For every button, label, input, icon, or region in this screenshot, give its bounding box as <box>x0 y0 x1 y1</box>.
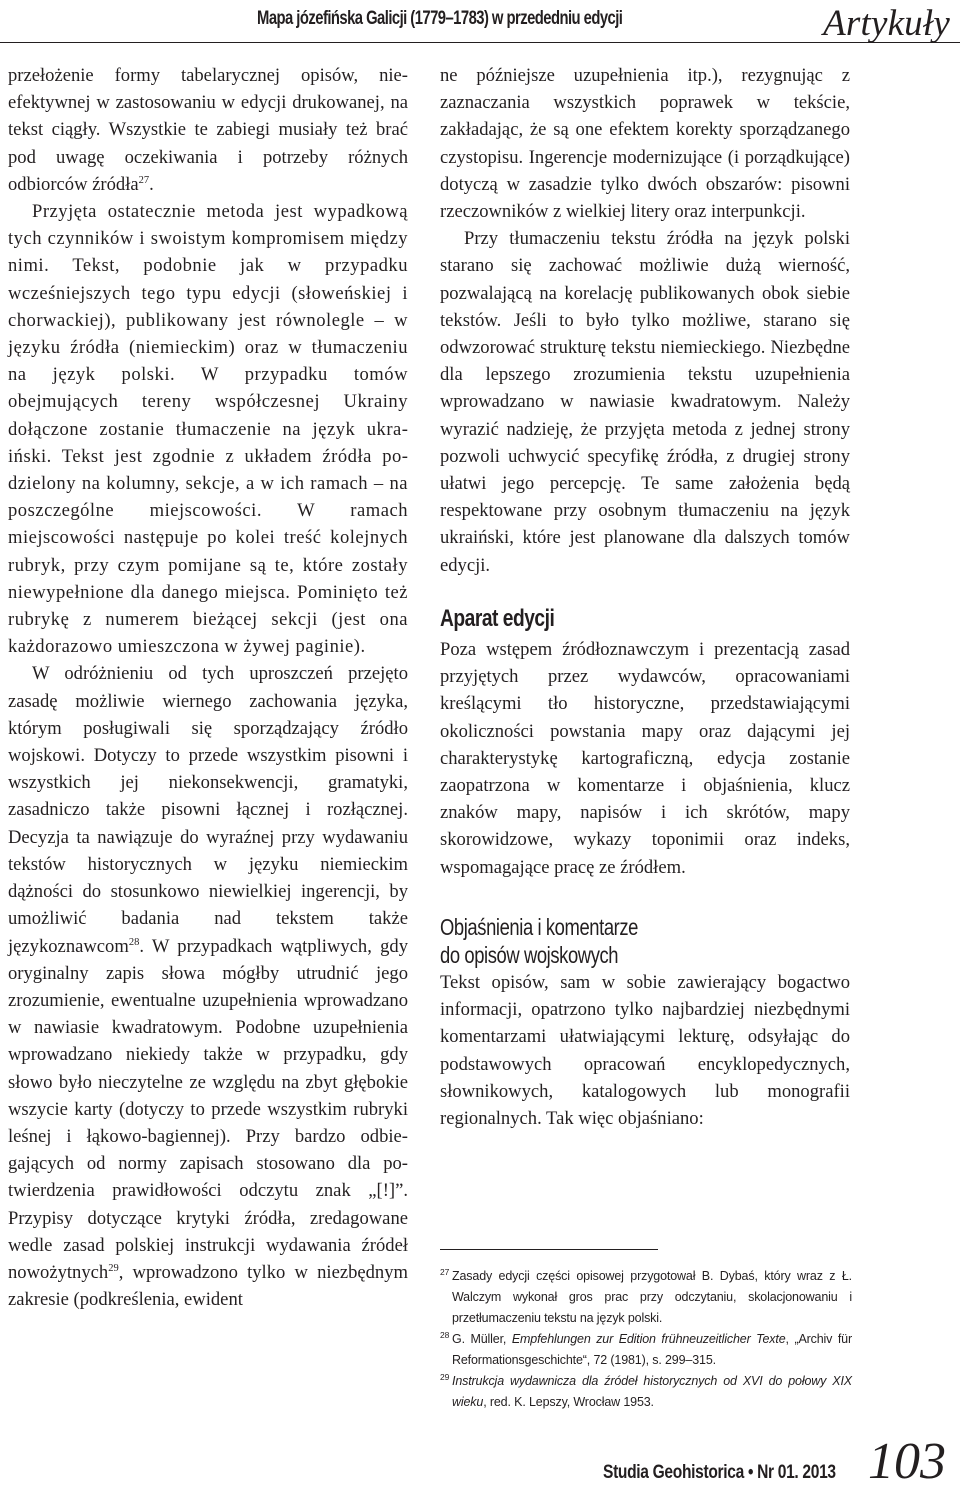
subsection-heading <box>440 913 768 969</box>
running-head-title: Mapa józefińska Galicji (1779–1783) w przededniu edycji <box>256 8 622 29</box>
paragraph: Poza wstępem źródłoznawczym i prezentacją zasad przyjętych przez wydawców, opracowaniami kreślącymi tło historyczne, przedstawiającymi okoliczności powstania mapy oraz dającymi jej charakterystykę kartograficzną, edycja zostanie zaopatrzona w komentarze i objaśnienia, klucz znaków mapy, napisów i ich skrótów, mapy skorowidzowe, wykazy toponimii oraz indeks, wspomagające pracę ze źródłem. <box>440 639 850 878</box>
paragraph-text: . <box>149 173 154 195</box>
paragraph: ne późniejsze uzupełnienia itp.), rezygnując z zaznaczania wszystkich poprawek w tekście, zakładając, że są one efektem korekty sporządzanego czystopisu. Ingerencje modernizujące (i porządkujące) dotyczą w zasadzie tylko dwóch obszarów: pisowni rzeczowników z wielkiej litery oraz interpunkcji. <box>440 65 850 223</box>
footnote-ref: 29 <box>108 1262 119 1274</box>
paragraph <box>8 198 408 660</box>
footnote-text: G. Müller, <box>452 1332 512 1346</box>
footnote <box>440 1329 852 1371</box>
footnote-number: 29 <box>440 1372 450 1382</box>
paragraph-text: . W przypadkach wątpliwych, gdy oryginalny zapis słowa mógłby utrudnić jego zrozumienie, ewentualne uzupełnienia wprowadzano w nawiasie kwadratowym. Podobne uzupełnienia wprowadzano niekiedy także w przypadku, gdy słowo było nieczytelne ze względu na zbyt głębokie wszycie karty (dotyczy to przede wszystkim rubryki leśnej i łąkowo-bagiennej). Przy bardzo odbiegających od normy zapisach stosowano dla potwierdzenia prawidłowości odczytu znak „[!]”. Przypisy dotyczące krytyki źródła, zredagowane wedle zasad polskiej instrukcji wydawania źródeł nowożytnych <box>8 935 408 1283</box>
running-head <box>0 0 960 44</box>
footnote-text: Zasady edycji części opisowej przygotował B. Dybaś, który wraz z Ł. Walczym wykonał gros prac przy odczytaniu, skolacjonowaniu i przetłumaczeniu tekstu na język polski. <box>452 1269 852 1325</box>
footnote-rule <box>440 1249 658 1250</box>
footnote <box>440 1371 852 1413</box>
footnote-number: 28 <box>440 1330 450 1340</box>
left-column <box>8 62 408 1313</box>
paragraph <box>8 62 408 198</box>
paragraph-text: W odróżnieniu od tych uproszczeń przejęto zasadę możliwie wiernego zachowania języka, którym posługiwali się sporządzający źródło wojskowi. Dotyczy to przede wszystkim pisowni i wszystkich jej niekonsekwencji, gramatyki, zasadniczo także pisowni łącznej i rozłącznej. Decyzja ta nawiązuje do wyraźnej przy wydawaniu tekstów historycznych w języku niemieckim dążności do stosunkowo niewielkiej ingerencji, by umożliwić badania nad tekstem także językoznawcom <box>8 663 408 957</box>
paragraph-text: Przyjęta ostatecznie metoda jest wypadkową tych czynników i swoistym kompromisem między nimi. <box>8 201 408 277</box>
subsection-heading-line: do opisów wojskowych <box>440 941 619 968</box>
footnote <box>440 1266 852 1329</box>
paragraph-text: Tekst, podobnie jak w przypadku wcześniejszych tego typu edycji (słoweńskiej i chorwackiej), publikowany jest równolegle – w języku źródła (niemieckim) oraz w tłumaczeniu na język polski. W przypadku tomów obejmujących tereny współczesnej Ukrainy dołączone zostanie tłumaczenie na język ukraiński. Tekst jest zgodnie z układem źródła podzielony na kolumny, sekcje, a w ich ramach – na poszczególne miejscowości. W ramach miejscowości następuje po kolei treść kolejnych rubryk, przy czym pomijane są te, które zostały niewypełnione dla danego miejsca. Pominięto też rubrykę z numerem bieżącej sekcji (jest ona każdorazowo umieszczona w żywej paginie). <box>8 255 409 658</box>
paragraph: Przy tłumaczeniu tekstu źródła na język polski starano się zachować możliwie dużą wierność, pozwalającą na korelację publikowanych obok siebie tekstów. Jeśli to było tylko możliwe, starano się odwzorować strukturę tekstu niemieckiego. Niezbędne dla lepszego zrozumienia tekstu uzupełnienia wprowadzano w nawiasie kwadratowym. Należy wyrazić nadzieję, że przyjęta metoda z jednej strony pozwoli uchwycić specyfikę źródła, z drugiej strony ułatwi jego percepcję. Te same założenia będą respektowane przy osobnym tłumaczeniu na język ukraiński, które jest planowane dla dalszych tomów edycji. <box>440 228 850 576</box>
journal-name: Studia Geohistorica • Nr 01. 2013 <box>603 1462 836 1483</box>
footnote-title: Empfehlungen zur Edition frühneuzeitlicher Texte <box>511 1332 786 1346</box>
header-rule <box>0 42 960 43</box>
right-column <box>440 62 850 1132</box>
footnote-text: , „Archiv für Reformationsgeschichte“, 72 (1981), s. 299–315. <box>452 1332 852 1367</box>
footnote-ref: 27 <box>138 174 150 186</box>
footnotes <box>440 1266 852 1413</box>
footnote-ref: 28 <box>128 936 140 948</box>
footnote-title: Instrukcja wydawnicza dla źródeł historycznych od XVI do połowy XIX wieku <box>452 1374 852 1409</box>
paragraph <box>8 660 408 1313</box>
paragraph-text: , wprowadzono tylko w niezbędnym zakresie (podkreślenia, ewident <box>8 1261 408 1311</box>
paragraph-text: przełożenie formy tabelarycznej opisów, nieefektywnej w zastosowaniu w edycji drukowanej, na tekst ciągły. Wszystkie te zabiegi musiały też brać pod uwagę oczekiwania i potrzeby różnych odbiorców źródła <box>8 65 408 195</box>
footnote-text: , red. K. Lepszy, Wrocław 1953. <box>483 1395 654 1409</box>
paragraph: Tekst opisów, sam w sobie zawierający bogactwo informacji, opatrzono tylko najbardziej niezbędnymi komentarzami ułatwiającymi lekturę, odsyłając do podstawowych opracowań encyklopedycznych, słownikowych, katalogowych lub monografii regionalnych. Tak więc objaśniano: <box>440 971 850 1129</box>
page-number: 103 <box>868 1433 946 1490</box>
subsection-heading-line: Objaśnienia i komentarze <box>440 913 639 940</box>
section-label: Artykuły <box>823 3 950 44</box>
footnote-number: 27 <box>440 1267 450 1277</box>
section-heading: Aparat edycji <box>440 604 555 632</box>
